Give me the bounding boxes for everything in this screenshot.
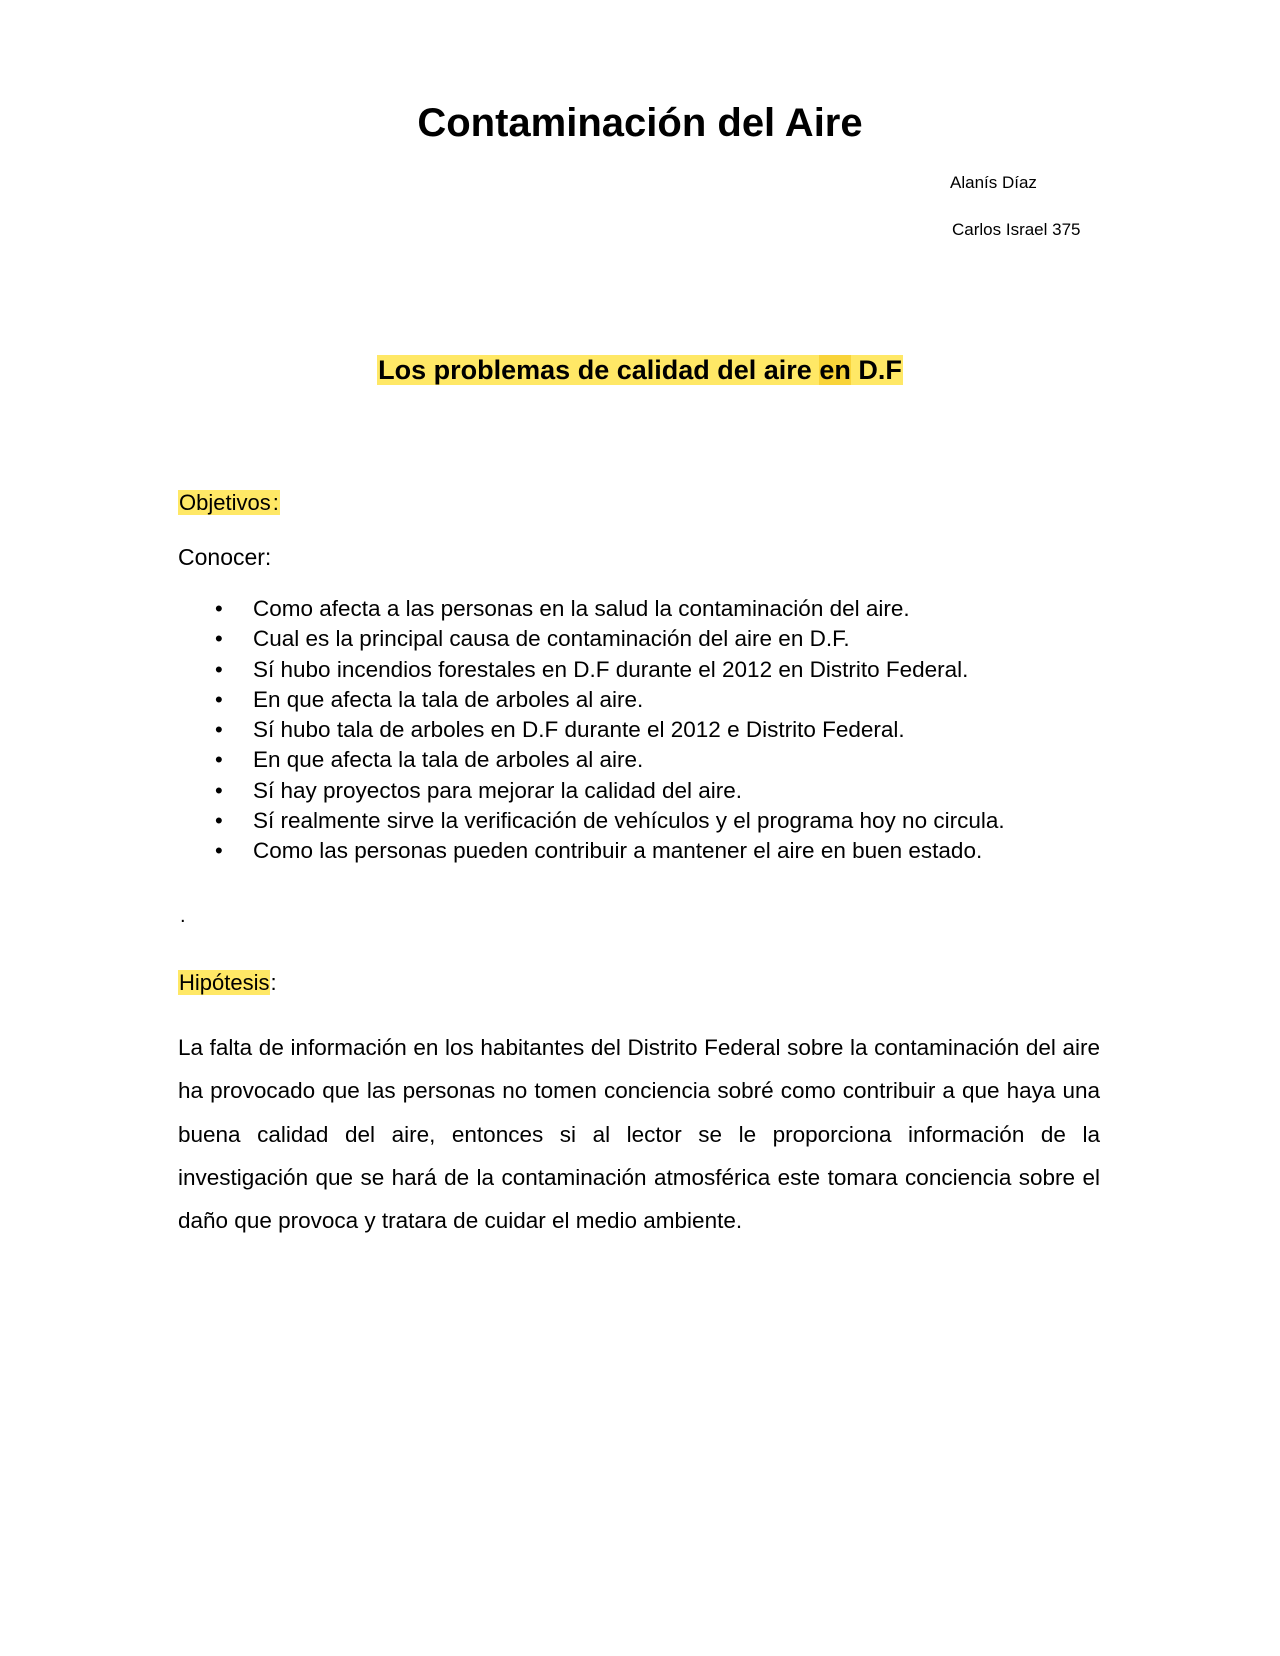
list-item xyxy=(178,655,1128,685)
objetivos-list xyxy=(178,594,1128,867)
list-item xyxy=(178,715,1128,745)
subtitle-text-end: D.F xyxy=(850,355,902,385)
list-item-text: Sí realmente sirve la verificación de vehículos y el programa hoy no circula. xyxy=(253,808,1005,834)
document-subtitle xyxy=(0,350,1280,390)
separator-dot: . xyxy=(180,905,186,927)
list-item-text: Sí hubo tala de arboles en D.F durante el 2012 e Distrito Federal. xyxy=(253,717,905,743)
list-item-text: Cual es la principal causa de contaminación del aire en D.F. xyxy=(253,626,850,652)
bullet-icon: • xyxy=(215,777,223,803)
bullet-icon: • xyxy=(215,747,223,773)
list-item xyxy=(178,806,1128,836)
list-item-text: Sí hubo incendios forestales en D.F durante el 2012 en Distrito Federal. xyxy=(253,656,969,682)
list-item xyxy=(178,776,1128,806)
subtitle-text-start: Los problemas de calidad del aire xyxy=(378,355,820,385)
list-item xyxy=(178,594,1128,624)
list-item-text: En que afecta la tala de arboles al aire. xyxy=(253,747,644,773)
hipotesis-heading xyxy=(178,968,277,998)
objetivos-heading-colon: : xyxy=(272,490,279,515)
hipotesis-heading-colon: : xyxy=(270,970,277,995)
list-item-text: Sí hay proyectos para mejorar la calidad del aire. xyxy=(253,777,743,803)
list-item xyxy=(178,685,1128,715)
objetivos-heading xyxy=(178,488,280,518)
list-item xyxy=(178,745,1128,775)
objetivos-intro: Conocer: xyxy=(178,544,272,570)
bullet-icon: • xyxy=(215,838,223,864)
author-name: Alanís Díaz xyxy=(950,173,1037,192)
subtitle-highlight xyxy=(377,355,903,385)
bullet-icon: • xyxy=(215,686,223,712)
list-item xyxy=(178,836,1128,866)
bullet-icon: • xyxy=(215,656,223,682)
hipotesis-heading-label: Hipótesis xyxy=(179,970,270,995)
bullet-icon: • xyxy=(215,596,223,621)
bullet-icon: • xyxy=(215,808,223,834)
list-item-text: En que afecta la tala de arboles al aire. xyxy=(253,686,644,712)
bullet-icon: • xyxy=(215,717,223,743)
hipotesis-paragraph: La falta de información en los habitantes del Distrito Federal sobre la contaminación del aire ha provocado que las personas no tomen conciencia sobré como contribuir a que haya una buena calidad del aire, entonces si al lector se le proporciona información de la investigación que se hará de la contaminación atmosférica este tomara conciencia sobre el daño que provoca y tratara de cuidar el medio ambiente. xyxy=(178,1035,1100,1234)
document-title: Contaminación del Aire xyxy=(417,101,863,145)
bullet-icon: • xyxy=(215,626,223,652)
list-item-text: Como las personas pueden contribuir a mantener el aire en buen estado. xyxy=(253,838,983,864)
list-item-text: Como afecta a las personas en la salud la contaminación del aire. xyxy=(253,596,910,621)
subtitle-emphasis: en xyxy=(819,355,851,385)
author-name-group: Carlos Israel 375 xyxy=(952,220,1081,239)
list-item xyxy=(178,624,1128,654)
objetivos-heading-label: Objetivos xyxy=(179,490,271,515)
